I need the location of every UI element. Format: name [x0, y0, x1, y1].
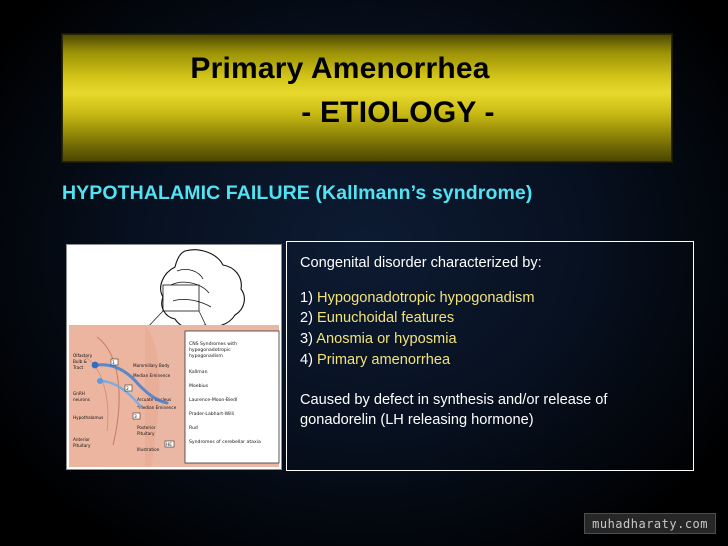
list-item-number: 4) — [300, 351, 313, 368]
list-item — [300, 350, 680, 371]
list-item-label: Eunuchoidal features — [317, 310, 455, 327]
svg-text:3: 3 — [134, 415, 137, 420]
list-item-label: Primary amenorrhea — [317, 351, 451, 368]
list-item-number: 1) — [300, 289, 313, 306]
list-item — [300, 329, 680, 350]
description-textbox — [286, 241, 694, 471]
anatomy-figure — [66, 244, 282, 470]
svg-text:hypogonadism: hypogonadism — [189, 354, 223, 359]
characteristics-list — [300, 288, 680, 371]
svg-text:GnRH: GnRH — [73, 391, 85, 396]
section-subtitle: HYPOTHALAMIC FAILURE (Kallmann’s syndrome) — [62, 182, 533, 204]
svg-text:CNS Syndromes with: CNS Syndromes with — [189, 342, 237, 347]
svg-text:*Median Eminence: *Median Eminence — [137, 405, 177, 410]
svg-text:Kallman: Kallman — [189, 370, 208, 375]
svg-text:Pituitary: Pituitary — [137, 431, 155, 436]
svg-text:HE: HE — [166, 443, 173, 448]
svg-text:Rud: Rud — [189, 426, 198, 431]
svg-text:Mammillary Body: Mammillary Body — [133, 363, 170, 368]
svg-text:Median Eminence: Median Eminence — [133, 373, 171, 378]
textbox-intro: Congenital disorder characterized by: — [300, 255, 542, 271]
list-item-label: Anosmia or hyposmia — [316, 331, 457, 348]
svg-text:Syndromes of cerebellar ataxia: Syndromes of cerebellar ataxia — [189, 440, 261, 445]
svg-text:neurons: neurons — [73, 397, 90, 402]
anatomy-diagram-icon — [67, 245, 281, 469]
list-item — [300, 308, 680, 329]
list-item-number: 2) — [300, 310, 313, 327]
title-banner — [62, 34, 672, 162]
page-title-line1: Primary Amenorrhea — [190, 52, 490, 85]
textbox-cause-line2: gonadorelin (LH releasing hormone) — [300, 412, 534, 429]
list-item — [300, 288, 680, 309]
list-item-number: 3) — [300, 331, 313, 348]
list-item-label: Hypogonadotropic hypogonadism — [317, 289, 535, 306]
svg-text:Moebius: Moebius — [189, 384, 209, 389]
textbox-cause-line1: Caused by defect in synthesis and/or release of — [300, 391, 608, 408]
page-title-line2: - ETIOLOGY - — [301, 96, 495, 129]
watermark: muhadharaty.com — [584, 513, 716, 534]
svg-text:Prader-Labhart-Willi: Prader-Labhart-Willi — [189, 412, 235, 417]
svg-text:Bulb &: Bulb & — [73, 359, 87, 364]
svg-text:Tract: Tract — [73, 365, 84, 370]
svg-text:Illustration: Illustration — [137, 447, 160, 452]
svg-text:Posterior: Posterior — [137, 425, 156, 430]
svg-text:hypogonadotropic: hypogonadotropic — [189, 348, 231, 353]
svg-text:Hypothalamus: Hypothalamus — [73, 415, 104, 420]
svg-text:2: 2 — [126, 387, 129, 392]
svg-text:Laurence-Moon-Biedl: Laurence-Moon-Biedl — [189, 398, 238, 403]
svg-text:Arcuate Nucleus: Arcuate Nucleus — [137, 397, 172, 402]
svg-text:1: 1 — [112, 361, 115, 366]
svg-text:Anterior: Anterior — [73, 437, 90, 442]
svg-text:Olfactory: Olfactory — [73, 353, 93, 358]
svg-text:Pituitary: Pituitary — [73, 443, 91, 448]
